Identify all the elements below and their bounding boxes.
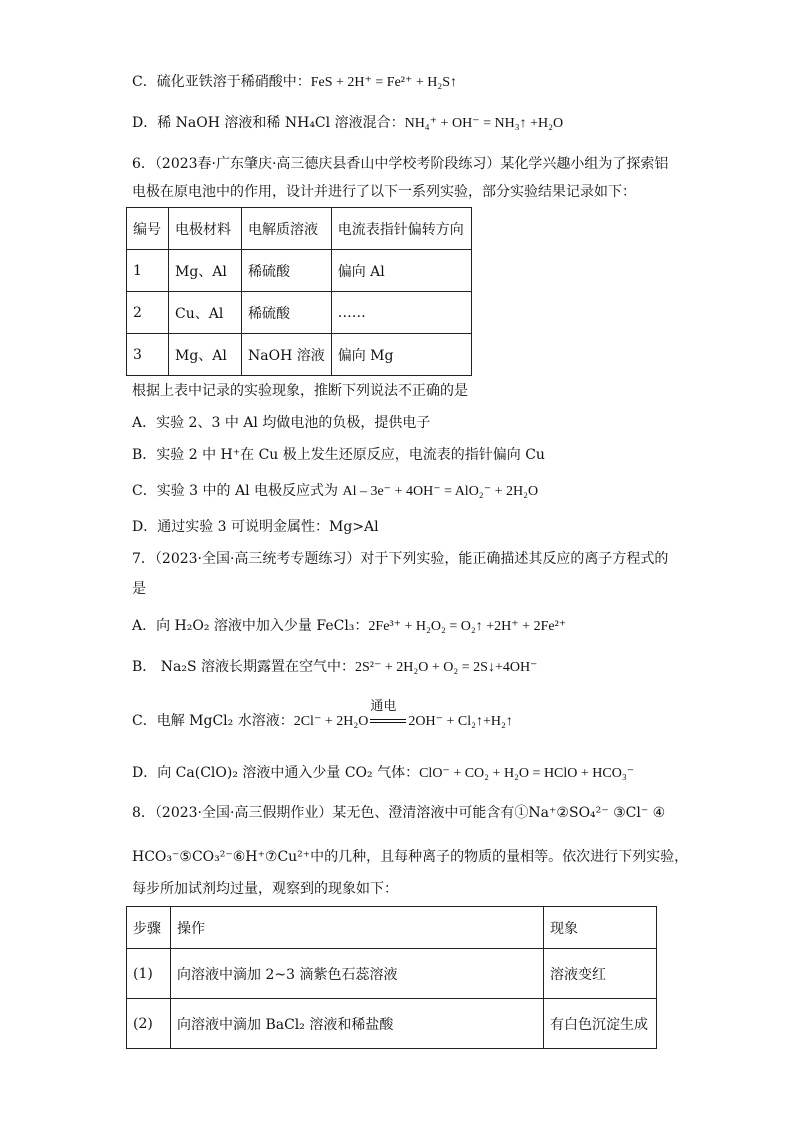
q6-option-a: A．实验 2、3 中 Al 均做电池的负极，提供电子 (132, 415, 431, 431)
q8-stem-line1: 8．（2023·全国·高三假期作业）某无色、澄清溶液中可能含有①Na⁺②SO₄²⁻ ③Cl⁻ ④ (132, 805, 666, 821)
q6-option-d: D．通过实验 3 可说明金属性：Mg>Al (132, 519, 379, 535)
q6-option-c (132, 481, 538, 502)
q7-option-d (132, 763, 634, 784)
table-cell: 2 (127, 292, 169, 334)
q5-option-c-equation: FeS + 2H⁺ = Fe²⁺ + H₂S↑ (310, 75, 458, 90)
table-header-cell: 编号 (127, 208, 169, 250)
q8-stem-line2: HCO₃⁻⑤CO₃²⁻⑥H⁺⑦Cu²⁺中的几种，且每种离子的物质的量相等。依次进行下列实验， (132, 849, 689, 865)
table-cell: 有白色沉淀生成 (544, 999, 657, 1049)
table-cell: 稀硫酸 (242, 292, 332, 334)
table-row (127, 999, 657, 1049)
q7-option-c-left: 2Cl⁻ + 2H₂O (293, 714, 369, 729)
q5-option-c (132, 72, 457, 93)
q6-question: 根据上表中记录的实验现象，推断下列说法不正确的是 (132, 383, 468, 399)
q7-option-b-label: B． Na₂S 溶液长期露置在空气中： (132, 659, 355, 675)
table-cell: …… (331, 292, 471, 334)
table-cell: (2) (127, 999, 171, 1049)
q6-option-c-equation: Al – 3e⁻ + 4OH⁻ = AlO₂⁻ + 2H₂O (342, 484, 539, 499)
q6-option-c-label: C．实验 3 中的 Al 电极反应式为 (132, 483, 343, 499)
q5-option-c-label: C．硫化亚铁溶于稀硝酸中： (132, 74, 311, 90)
q5-option-d (132, 113, 563, 134)
double-bar-icon (370, 719, 406, 723)
table-row (127, 949, 657, 999)
table-cell: Mg、Al (169, 250, 242, 292)
table-header-row (127, 907, 657, 949)
table-row (127, 250, 472, 292)
table-header-row (127, 208, 472, 250)
q8-steps-table (126, 906, 657, 1049)
q6-results-table (126, 207, 472, 376)
q7-option-d-equation: ClO⁻ + CO₂ + H₂O = HClO + HCO₃⁻ (419, 766, 635, 781)
table-header-cell: 操作 (171, 907, 544, 949)
table-row (127, 292, 472, 334)
table-header-cell: 现象 (544, 907, 657, 949)
q7-stem-line1: 7．（2023·全国·高三统考专题练习）对于下列实验，能正确描述其反应的离子方程式的 (132, 551, 669, 567)
table-cell: Mg、Al (169, 334, 242, 376)
table-cell: 稀硫酸 (242, 250, 332, 292)
q7-option-c-right: 2OH⁻ + Cl₂↑+H₂↑ (408, 714, 513, 729)
electrolysis-condition: 通电 (370, 699, 397, 714)
q7-option-a-label: A．向 H₂O₂ 溶液中加入少量 FeCl₃： (132, 618, 369, 634)
q7-option-d-label: D．向 Ca(ClO)₂ 溶液中通入少量 CO₂ 气体： (132, 765, 420, 781)
table-cell: NaOH 溶液 (242, 334, 332, 376)
table-header-cell: 电流表指针偏转方向 (331, 208, 471, 250)
q7-option-b (132, 657, 537, 678)
table-header-cell: 步骤 (127, 907, 171, 949)
table-header-cell: 电极材料 (169, 208, 242, 250)
table-cell: 溶液变红 (544, 949, 657, 999)
table-cell: Cu、Al (169, 292, 242, 334)
q7-stem-line2: 是 (132, 581, 146, 597)
table-cell: 向溶液中滴加 2~3 滴紫色石蕊溶液 (171, 949, 544, 999)
table-row (127, 334, 472, 376)
q5-option-d-label: D．稀 NaOH 溶液和稀 NH₄Cl 溶液混合： (132, 115, 405, 131)
q7-option-c (132, 699, 513, 732)
q7-option-b-equation: 2S²⁻ + 2H₂O + O₂ = 2S↓+4OH⁻ (355, 660, 538, 675)
q6-stem-line2: 电极在原电池中的作用，设计并进行了以下一系列实验，部分实验结果记录如下： (132, 184, 636, 200)
table-cell: (1) (127, 949, 171, 999)
table-cell: 1 (127, 250, 169, 292)
table-cell: 偏向 Al (331, 250, 471, 292)
table-header-cell: 电解质溶液 (242, 208, 332, 250)
q6-stem-line1: 6．（2023春·广东肇庆·高三德庆县香山中学校考阶段练习）某化学兴趣小组为了探索铝 (132, 156, 669, 172)
electrolysis-sign (368, 699, 408, 731)
table-cell: 向溶液中滴加 BaCl₂ 溶液和稀盐酸 (171, 999, 544, 1049)
q5-option-d-equation: NH₄⁺ + OH⁻ = NH₃↑ +H₂O (404, 116, 564, 131)
q8-stem-line3: 每步所加试剂均过量，观察到的现象如下： (132, 881, 398, 897)
q7-option-a-equation: 2Fe³⁺ + H₂O₂ = O₂↑ +2H⁺ + 2Fe²⁺ (368, 619, 567, 634)
table-cell: 偏向 Mg (331, 334, 471, 376)
q7-option-c-label: C．电解 MgCl₂ 水溶液： (132, 713, 294, 729)
table-cell: 3 (127, 334, 169, 376)
q6-option-b: B．实验 2 中 H⁺在 Cu 极上发生还原反应，电流表的指针偏向 Cu (132, 447, 545, 463)
q7-option-a (132, 616, 566, 637)
